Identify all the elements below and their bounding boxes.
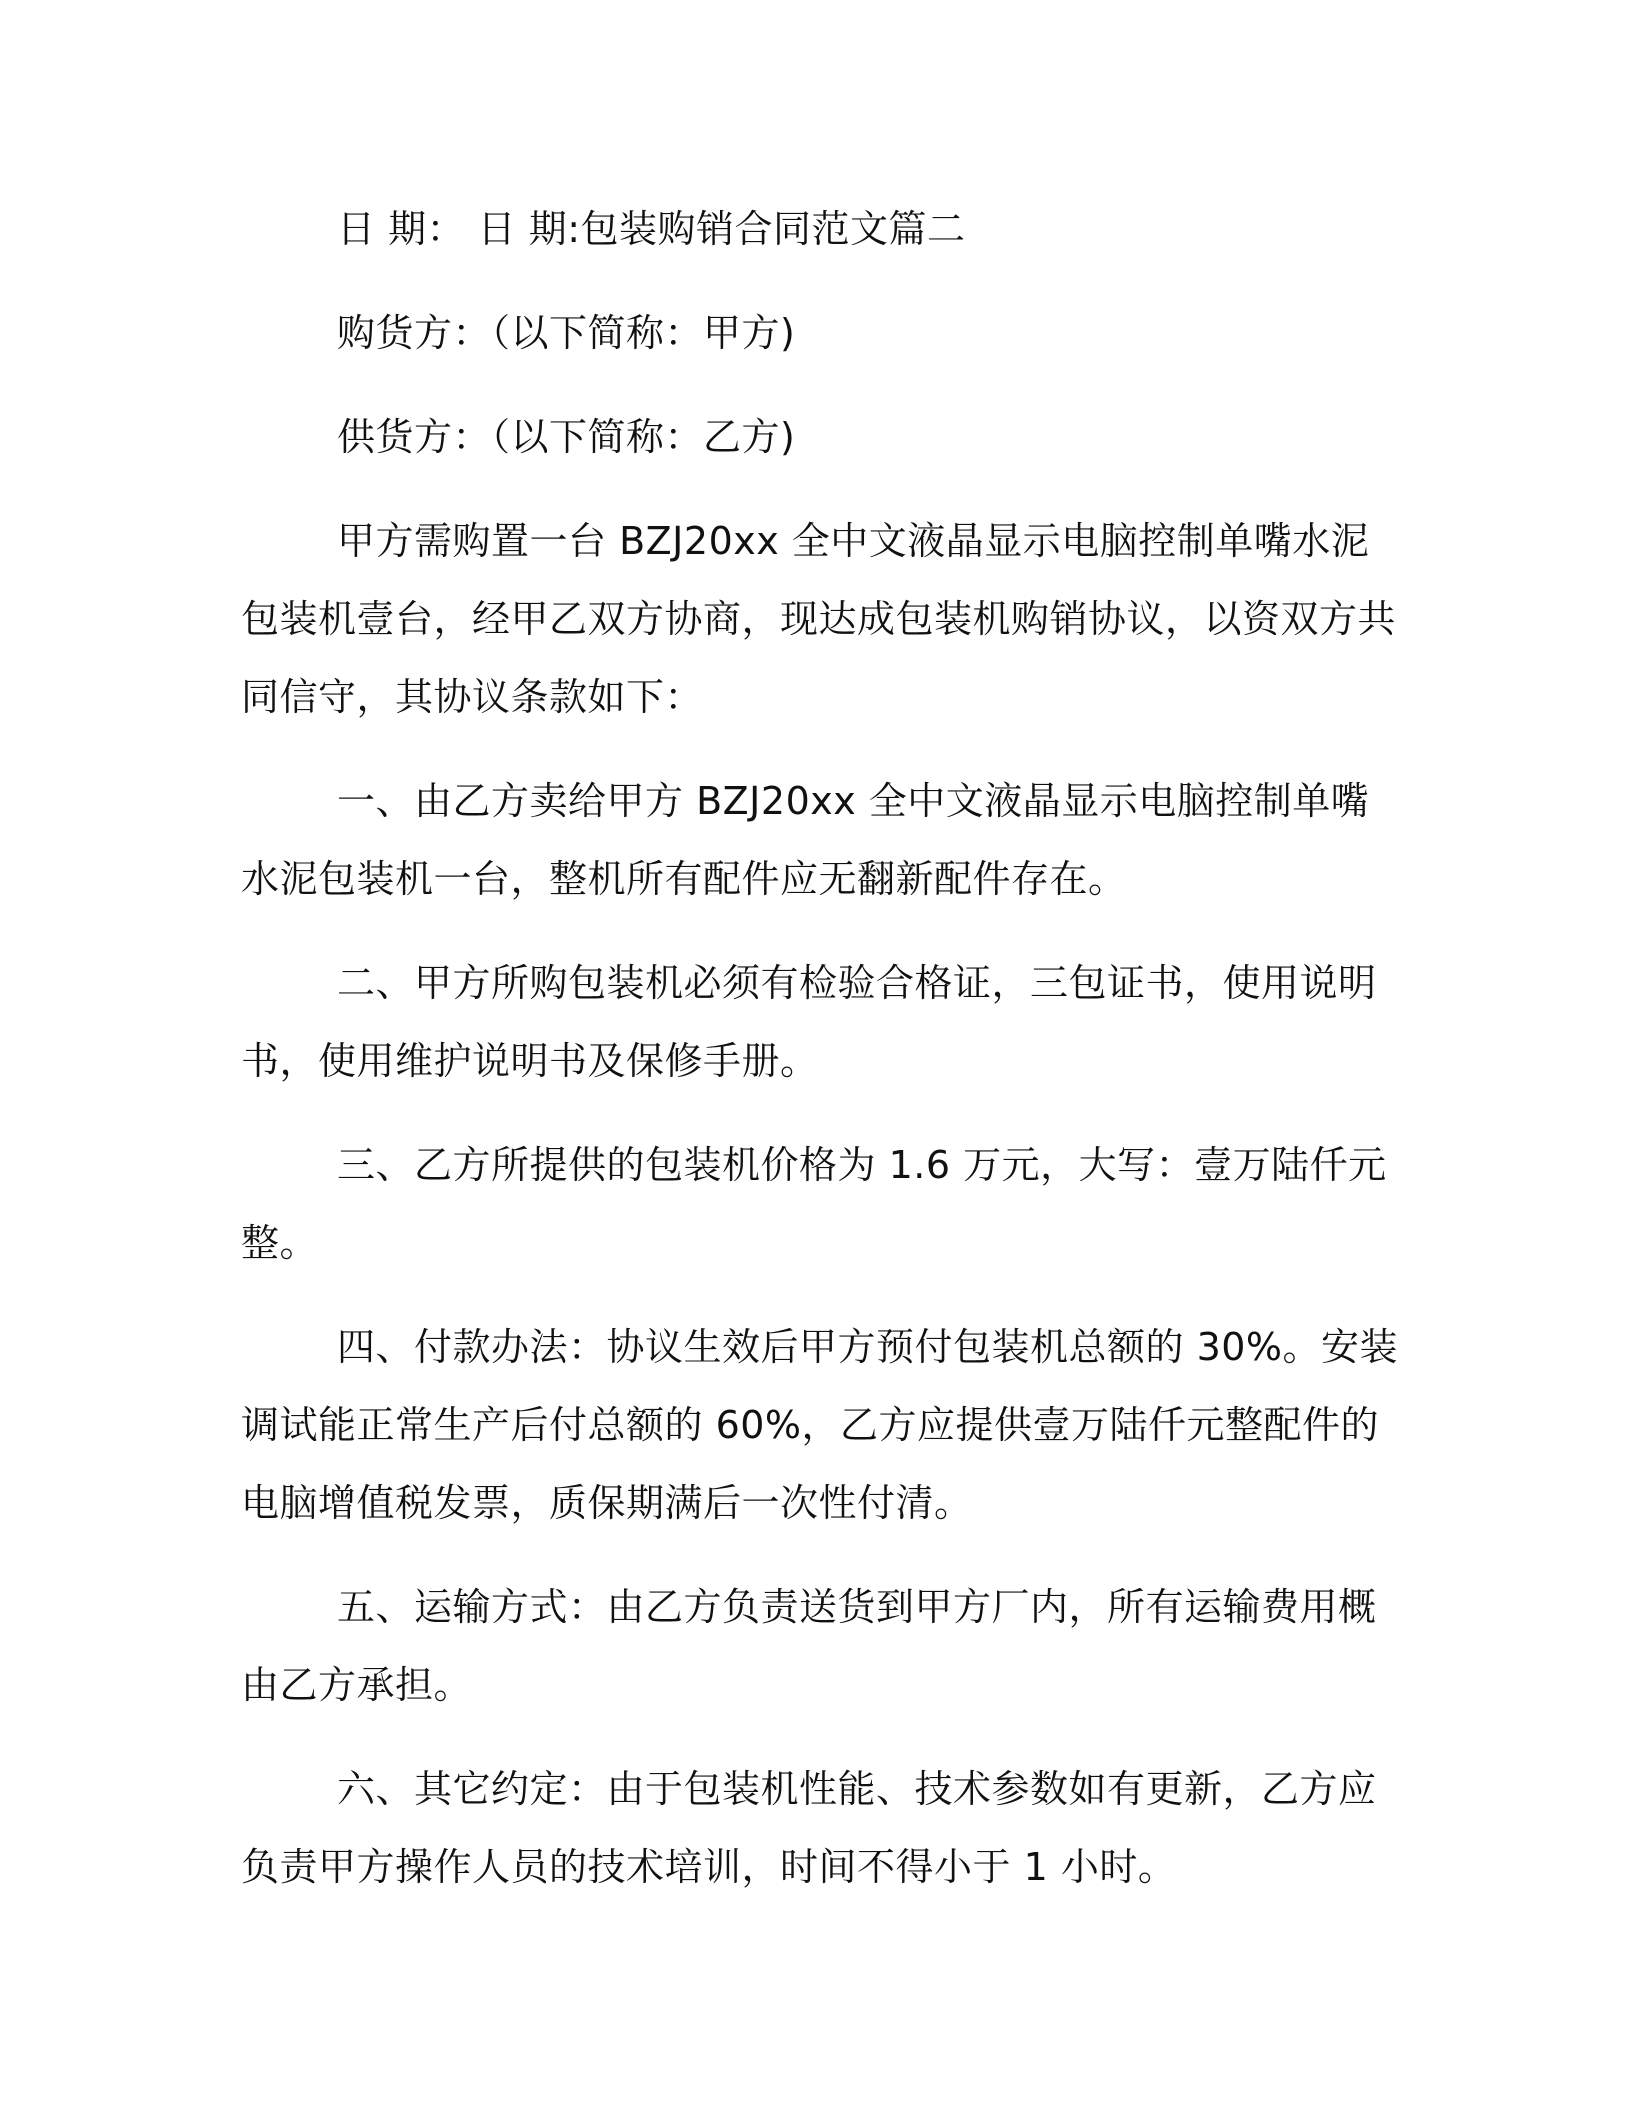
- clause-3: 三、乙方所提供的包装机价格为 1.6 万元，大写：壹万陆仟元整。: [241, 1143, 1387, 1265]
- clause-6: 六、其它约定：由于包装机性能、技术参数如有更新，乙方应负责甲方操作人员的技术培训，时间不得小于 1 小时。: [241, 1767, 1377, 1889]
- clause-5: 五、运输方式：由乙方负责送货到甲方厂内，所有运输费用概由乙方承担。: [241, 1585, 1377, 1707]
- supplier-line: 供货方：（以下简称：乙方): [337, 415, 796, 459]
- date-line: 日 期： 日 期:包装购销合同范文篇二: [337, 207, 966, 251]
- clause-4: 四、付款办法：协议生效后甲方预付包装机总额的 30%。安装调试能正常生产后付总额的 60%，乙方应提供壹万陆仟元整配件的电脑增值税发票，质保期满后一次性付清。: [241, 1325, 1399, 1525]
- intro-paragraph: 甲方需购置一台 BZJ20xx 全中文液晶显示电脑控制单嘴水泥包装机壹台，经甲乙双方协商，现达成包装机购销协议，以资双方共同信守，其协议条款如下：: [241, 519, 1397, 719]
- buyer-line: 购货方：（以下简称：甲方): [337, 311, 796, 355]
- document-body: [241, 190, 1401, 1932]
- clause-1: 一、由乙方卖给甲方 BZJ20xx 全中文液晶显示电脑控制单嘴水泥包装机一台，整机所有配件应无翻新配件存在。: [241, 779, 1370, 901]
- clause-2: 二、甲方所购包装机必须有检验合格证，三包证书，使用说明书，使用维护说明书及保修手册。: [241, 961, 1377, 1083]
